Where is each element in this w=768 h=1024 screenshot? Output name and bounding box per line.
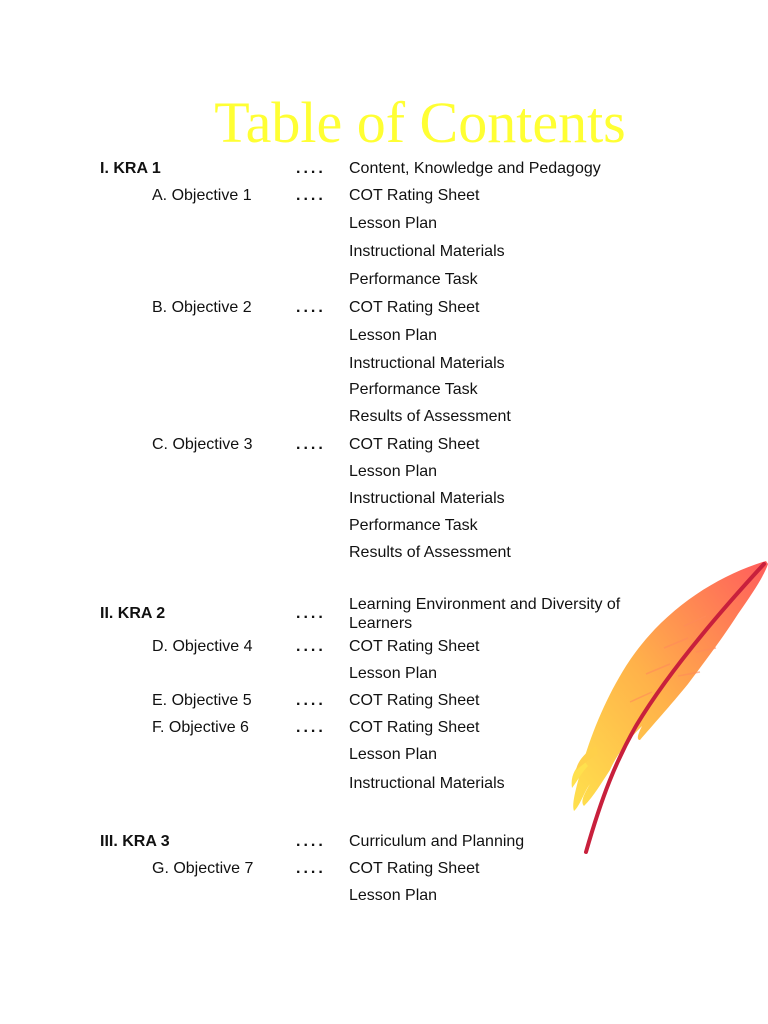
kra-heading: II. KRA 2 xyxy=(100,605,166,622)
toc-row xyxy=(0,512,768,540)
toc-item: Curriculum and Planning xyxy=(349,833,525,850)
toc-item: Lesson Plan xyxy=(349,463,438,480)
kra-heading: III. KRA 3 xyxy=(100,833,170,850)
toc-item: Lesson Plan xyxy=(349,215,438,232)
toc-item: COT Rating Sheet xyxy=(349,187,480,204)
objective-label: C. Objective 3 xyxy=(152,436,253,453)
toc-row xyxy=(0,155,768,183)
leader-dots: .... xyxy=(296,692,326,709)
toc-item: COT Rating Sheet xyxy=(349,436,480,453)
toc-item: Results of Assessment xyxy=(349,544,511,561)
objective-label: F. Objective 6 xyxy=(152,719,249,736)
page-title: Table of Contents xyxy=(214,90,626,155)
objective-label: B. Objective 2 xyxy=(152,299,252,316)
toc-row xyxy=(0,485,768,513)
toc-row xyxy=(0,294,768,322)
toc-item: Lesson Plan xyxy=(349,887,438,904)
leader-dots: .... xyxy=(296,860,326,877)
toc-row xyxy=(0,855,768,883)
leader-dots: .... xyxy=(296,160,326,177)
toc-item: Lesson Plan xyxy=(349,665,438,682)
leader-dots: .... xyxy=(296,187,326,204)
leader-dots: .... xyxy=(296,436,326,453)
toc-row xyxy=(0,322,768,350)
toc-item: Content, Knowledge and Pedagogy xyxy=(349,160,601,177)
objective-label: A. Objective 1 xyxy=(152,187,252,204)
leader-dots: .... xyxy=(296,833,326,850)
toc-item: Performance Task xyxy=(349,381,478,398)
toc-item: COT Rating Sheet xyxy=(349,638,480,655)
leader-dots: .... xyxy=(296,605,326,622)
toc-item: COT Rating Sheet xyxy=(349,299,480,316)
toc-item: COT Rating Sheet xyxy=(349,860,480,877)
toc-item: Results of Assessment xyxy=(349,408,511,425)
toc-item: Instructional Materials xyxy=(349,490,505,507)
toc-row xyxy=(0,266,768,294)
toc-item: Lesson Plan xyxy=(349,746,438,763)
toc-row xyxy=(0,403,768,431)
leader-dots: .... xyxy=(296,719,326,736)
objective-label: D. Objective 4 xyxy=(152,638,253,655)
toc-item: COT Rating Sheet xyxy=(349,719,480,736)
toc-item: Lesson Plan xyxy=(349,327,438,344)
kra-heading: I. KRA 1 xyxy=(100,160,161,177)
toc-item: Performance Task xyxy=(349,517,478,534)
objective-label: E. Objective 5 xyxy=(152,692,252,709)
toc-item: Instructional Materials xyxy=(349,243,505,260)
toc-item: Instructional Materials xyxy=(349,355,505,372)
leader-dots: .... xyxy=(296,299,326,316)
toc-row xyxy=(0,882,768,910)
toc-row xyxy=(0,210,768,238)
toc-row xyxy=(0,431,768,459)
toc-row xyxy=(0,376,768,404)
toc-item: Performance Task xyxy=(349,271,478,288)
leader-dots: .... xyxy=(296,638,326,655)
toc-row xyxy=(0,350,768,378)
toc-row xyxy=(0,182,768,210)
toc-row xyxy=(0,238,768,266)
toc-row xyxy=(0,458,768,486)
feather-icon xyxy=(566,556,768,856)
objective-label: G. Objective 7 xyxy=(152,860,254,877)
toc-item: Instructional Materials xyxy=(349,775,505,792)
toc-item: COT Rating Sheet xyxy=(349,692,480,709)
toc-item: Learning Environment and Diversity of Learners xyxy=(349,596,621,632)
